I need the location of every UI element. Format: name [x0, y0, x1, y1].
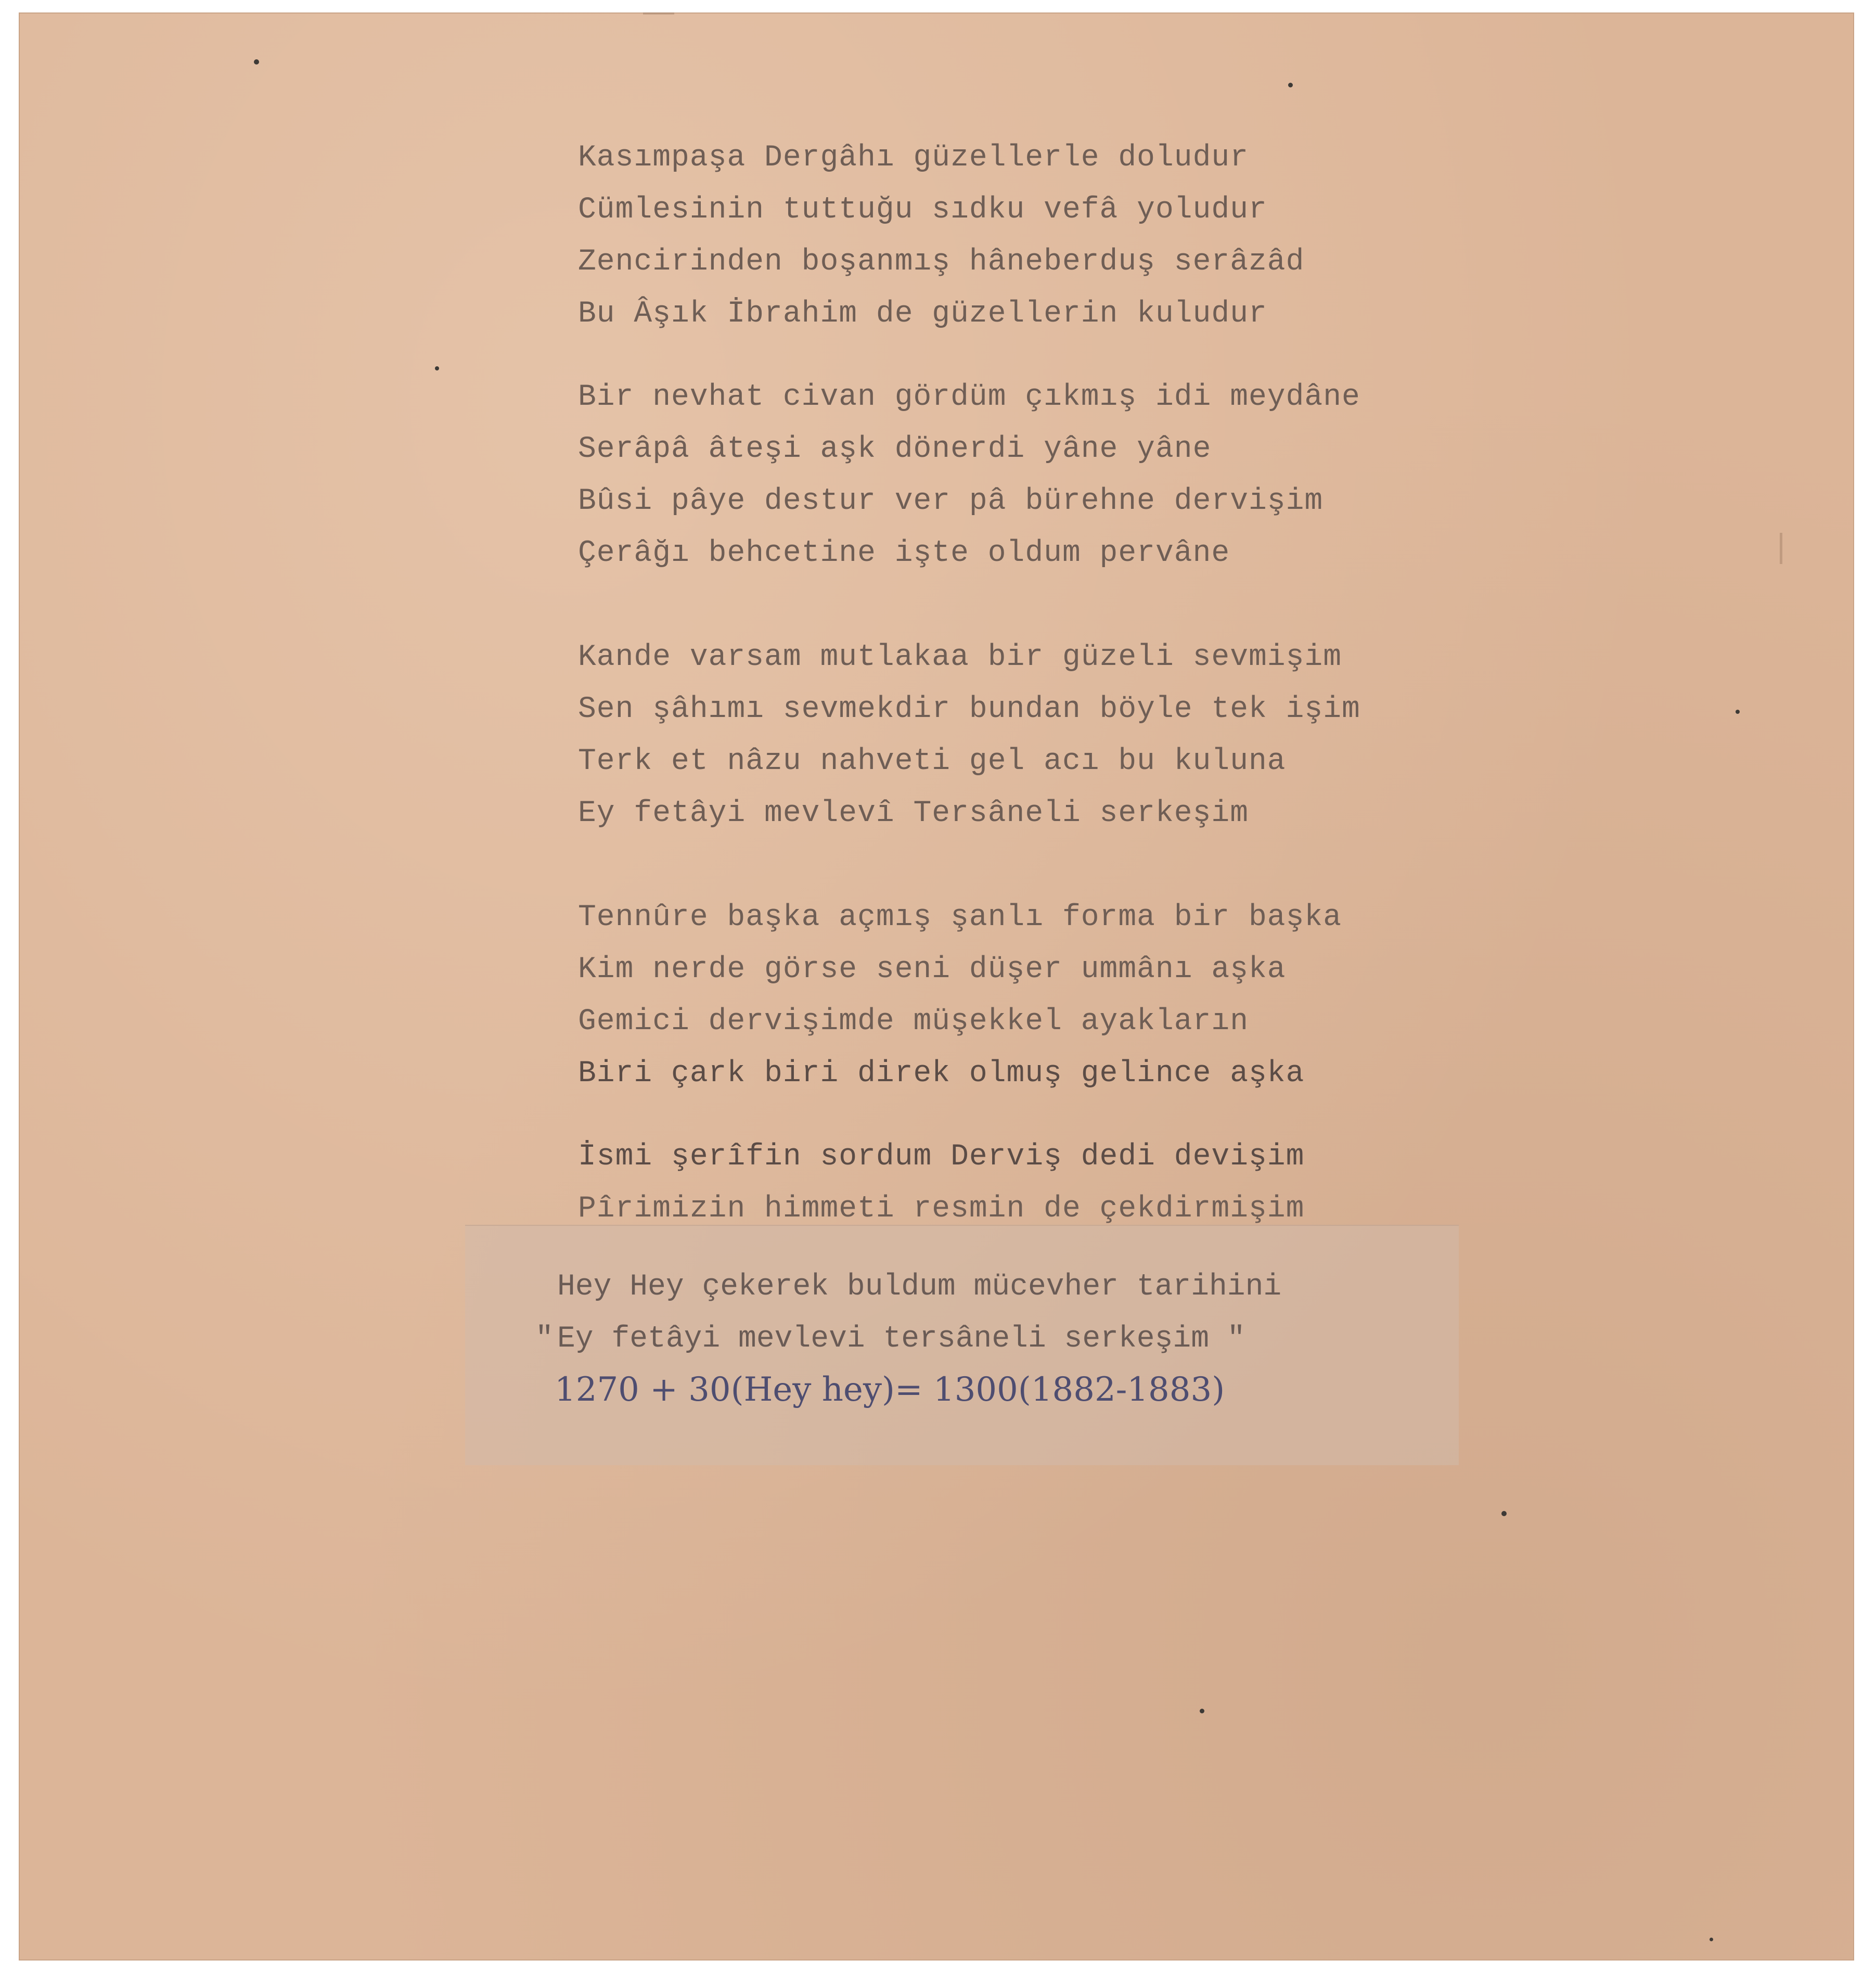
chronogram-line-text: Ey fetâyi mevlevi tersâneli serkeşim ": [557, 1322, 1245, 1356]
poem-line: Pîrimizin himmeti resmin de çekdirmişim: [578, 1192, 1305, 1226]
paper-speck: [1736, 710, 1740, 714]
stanza-4: [578, 892, 1660, 1100]
poem-line: Bu Âşık İbrahim de güzellerin kuludur: [578, 297, 1267, 331]
poem-body: [578, 132, 1660, 1266]
paper-speck: [1501, 1511, 1507, 1516]
poem-line: Bir nevhat civan gördüm çıkmış idi meydâne: [578, 380, 1360, 414]
paper-speck: [1200, 1709, 1204, 1713]
poem-line: Çerâğı behcetine işte oldum pervâne: [578, 536, 1230, 570]
stanza-2: [578, 371, 1660, 580]
paper-speck: [1710, 1938, 1713, 1941]
poem-line: Cümlesinin tuttuğu sıdku vefâ yoludur: [578, 193, 1267, 227]
poem-line: Gemici dervişimde müşekkel ayakların: [578, 1005, 1249, 1039]
poem-line: Biri çark biri direk olmuş gelince aşka: [578, 1057, 1305, 1091]
poem-line: Zencirinden boşanmış hâneberduş serâzâd: [578, 245, 1305, 279]
poem-line: Tennûre başka açmış şanlı forma bir başka: [578, 901, 1342, 934]
opening-quote: ": [535, 1322, 554, 1356]
poem-line: Kim nerde görse seni düşer ummânı aşka: [578, 953, 1286, 986]
chronogram-couplet: [535, 1261, 1462, 1365]
paper-speck: [254, 59, 259, 65]
chronogram-line: [535, 1313, 1462, 1365]
poem-line: Sen şâhımı sevmekdir bundan böyle tek işim: [578, 693, 1360, 726]
stanza-5: [578, 1131, 1660, 1235]
paper-speck: [1288, 83, 1293, 87]
paper-speck: [435, 366, 439, 370]
poem-line: Kande varsam mutlakaa bir güzeli sevmişim: [578, 640, 1342, 674]
paper-crease: [643, 12, 674, 15]
poem-line: Serâpâ âteşi aşk dönerdi yâne yâne: [578, 432, 1212, 466]
handwritten-dating-note: 1270 + 30(Hey hey)= 1300(1882-1883): [555, 1370, 1225, 1409]
poem-line: Kasımpaşa Dergâhı güzellerle doludur: [578, 141, 1249, 175]
stanza-3: [578, 632, 1660, 840]
paper-sheet: [19, 12, 1854, 1961]
stanza-1: [578, 132, 1660, 340]
poem-line: Bûsi pâye destur ver pâ bürehne dervişim: [578, 484, 1324, 518]
poem-line: Ey fetâyi mevlevî Tersâneli serkeşim: [578, 797, 1249, 830]
chronogram-line: Hey Hey çekerek buldum mücevher tarihini: [557, 1270, 1282, 1304]
poem-line: İsmi şerîfin sordum Derviş dedi devişim: [578, 1140, 1305, 1174]
paper-crease: [1780, 533, 1782, 564]
poem-line: Terk et nâzu nahveti gel acı bu kuluna: [578, 745, 1286, 778]
